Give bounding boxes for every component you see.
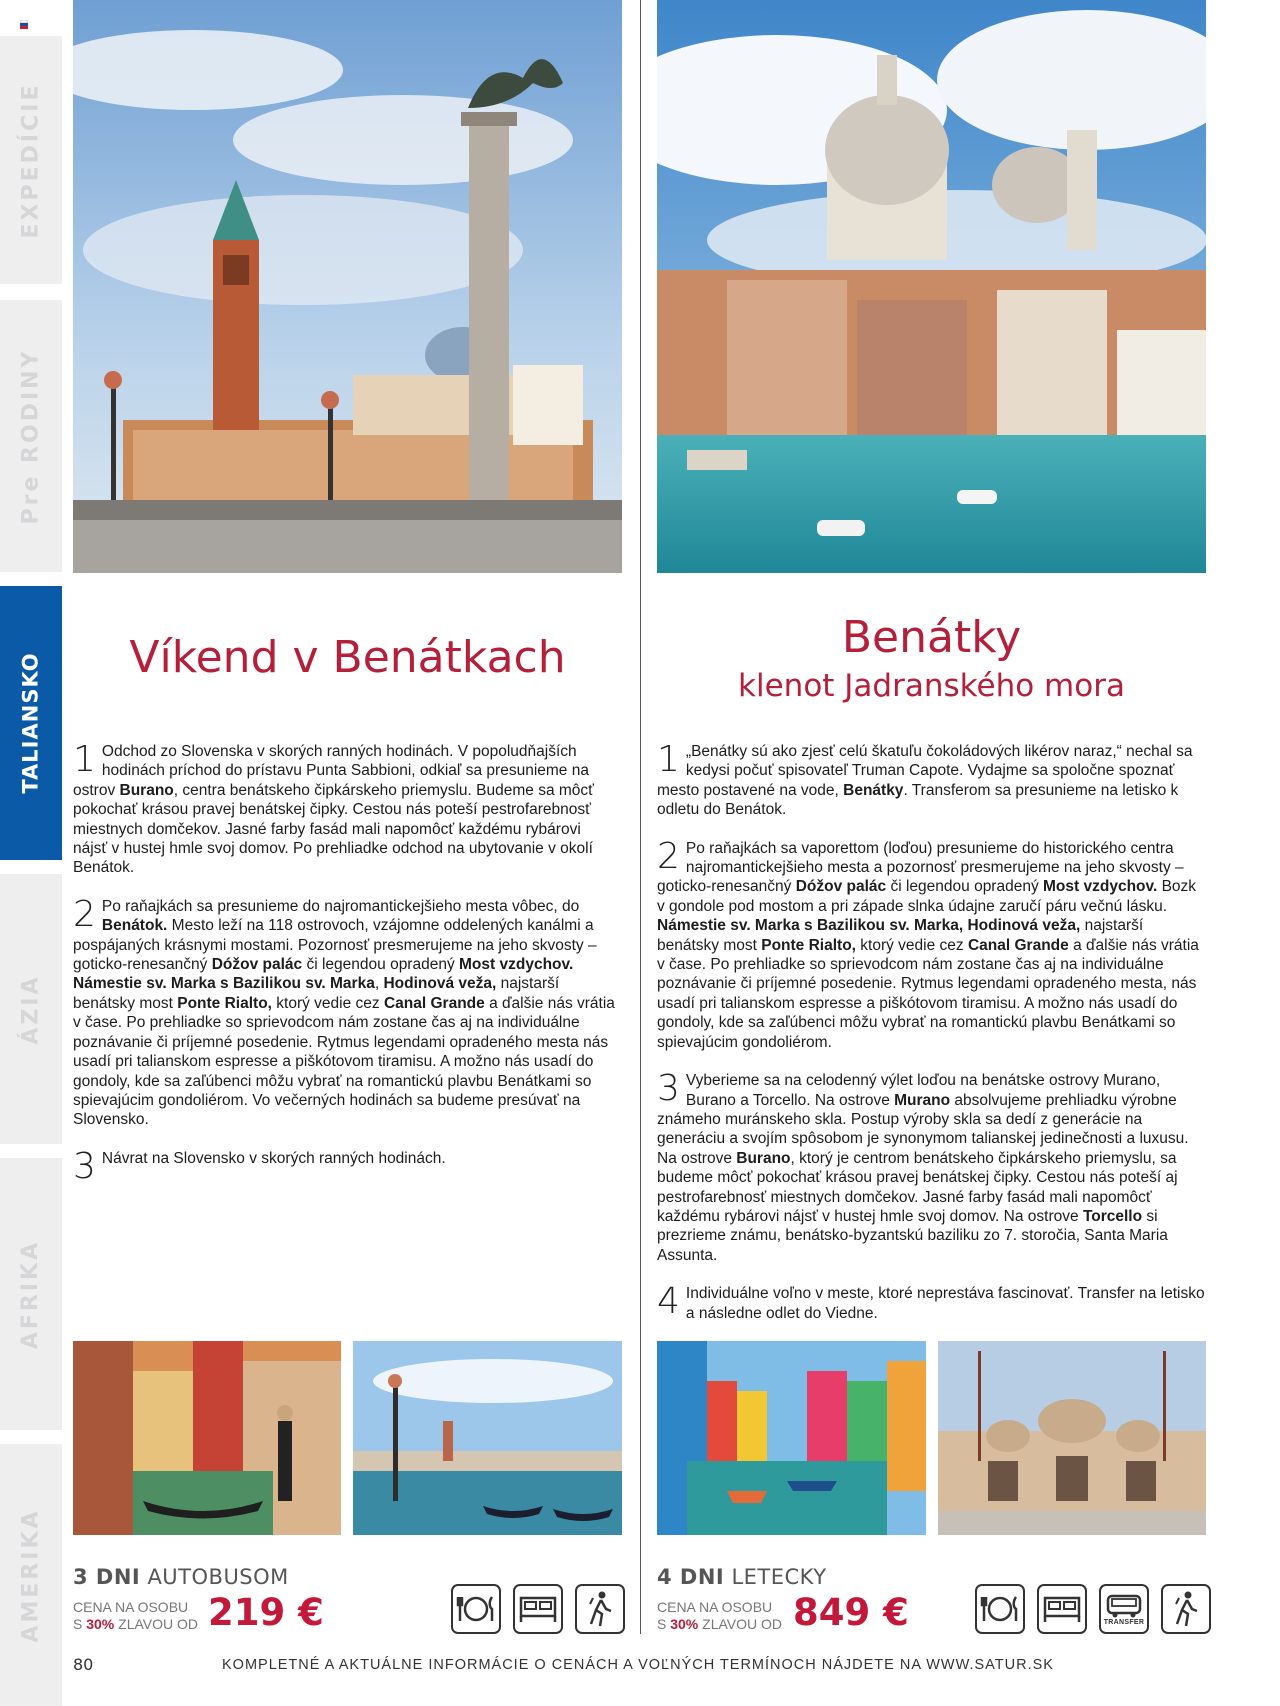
itinerary-day-right-3 [657,1068,1206,1265]
itinerary-day-left-1 [73,739,619,878]
day-text: Po raňajkách sa presunieme do najromantickejšieho mesta vôbec, do Benátok. Mesto leží na 118 ostrovoch, vzájomne oddelených kanálmi a pospájaných krásnymi mostami. Pozornosť presmerujeme na jeho skvosty – goticko-renesančný Dóžov palác či legendou opradený Most vzdychov. Námestie sv. Marka s Bazilikou sv. Marka, Hodinová veža, najstarší benátsky most Ponte Rialto, ktorý vedie cez Canal Grande a ďalšie nás vrátia v čase. Po prehliadke so sprievodcom nám zostane čas aj na individuálne poznávanie či príjemné posedenie. Rytmus legendami opradeného mesta nás usadí pri talianskom espresse a piškótovom tiramisu. A možno nás usadí do gondoly, kde sa zaľúbenci môžu vybrať na romantickú plavbu Benátkami so spievajúcim gondoliérom. Vo večerných hodinách sa budeme presúvať na Slovensko. [73,897,615,1129]
bed-icon [1037,1584,1087,1634]
tab-azia[interactable]: ÁZIA [0,874,62,1144]
page-title-left: Víkend v Benátkach [129,632,566,683]
price-left: 219 € [208,1591,324,1634]
day-text: Návrat na Slovensko v skorých ranných hodinách. [101,1149,446,1167]
itinerary-day-left-2 [73,893,619,1130]
price-caption-left: CENA NA OSOBU S 30% ZLAVOU OD [73,1599,199,1632]
transfer-label: TRANSFER [1103,1618,1145,1626]
tab-afrika[interactable]: AFRIKA [0,1158,62,1430]
photo-burano-houses [657,1341,926,1535]
day-number: 2 [657,835,680,877]
tab-pre-rodiny[interactable]: Pre RODINY [0,300,62,572]
day-text: Po raňajkách sa vaporettom (loďou) presunieme do historického centra najromantickejšieho mesta a pozornosť presmerujeme na jeho skvosty – goticko-renesančný Dóžov palác či legendou opradený Most vzdychov. Bozk v gondole pod mostom a pri západe slnka údajne zaručí páru večnú lásku. Námestie sv. Marka s Bazilikou sv. Marka, Hodinová veža, najstarší benátsky most Ponte Rialto, ktorý vedie cez Canal Grande a ďalšie nás vrátia v čase. Po prehliadke so sprievodcom nám zostane čas aj na individuálne poznávanie či príjemné posedenie. Rytmus legendami opradeného mesta, nás usadí pri talianskom espresse a piškótovom tiramisu. A možno nás usadí do gondoly, kde sa zaľúbenci môžu vybrať na romantickú plavbu Benátkami so spievajúcim gondoliérom. [657,839,1199,1051]
day-number: 2 [73,893,96,935]
category-sidebar [0,0,62,1706]
price-caption-right: CENA NA OSOBU S 30% ZLAVOU OD [657,1599,783,1632]
itinerary-left [73,739,619,1187]
day-number: 3 [657,1068,680,1110]
price-right: 849 € [793,1591,909,1634]
service-icons-left [451,1584,625,1634]
photo-san-giorgio-lion-column [73,0,622,573]
itinerary-right [657,739,1206,1342]
tab-expedicie[interactable]: EXPEDÍCIE [0,36,62,284]
price-box-left [73,1565,393,1635]
page-subtitle-right: klenot Jadranského mora [738,668,1125,704]
photo-santa-maria-della-salute [657,0,1206,573]
photo-gondola-canal [73,1341,341,1535]
tour-duration-left: 3 DNI AUTOBUSOM [73,1565,289,1589]
walking-tour-icon [575,1584,625,1634]
day-number: 3 [73,1145,96,1187]
day-number: 4 [657,1281,680,1323]
tab-taliansko[interactable]: TALIANSKO [0,586,62,860]
transfer-icon [1099,1584,1149,1634]
photo-st-marks-basilica [938,1341,1206,1535]
itinerary-day-right-1 [657,739,1206,820]
tour-duration-right: 4 DNI LETECKY [657,1565,827,1589]
day-number: 1 [73,739,96,780]
photo-lagoon-gondolas [353,1341,622,1535]
day-text: Vyberieme sa na celodenný výlet loďou na benátske ostrovy Murano, Burano a Torcello. Na ostrove Murano absolvujeme prehliadku výrobne známeho muránskeho skla. Postup výroby skla sa dedí z generácie na generáciu a svojím spôsobom je synonymom talianskej jedinečnosti a luxusu. Na ostrove Burano, ktorý je centrom benátskeho čipkárskeho priemyslu, sa budeme môcť pokochať krásou pravej benátskej čipky. Cestou nás poteší aj pestrofarebnosť miestnych domčekov. Jasné farby fasád mali napomôcť každému rybárovi nájsť v hustej hmle svoj domov. Na ostrove Torcello si prezrieme známu, benátsko-byzantskú baziliku zo 7. storočia, Santa Maria Assunta. [657,1072,1189,1264]
day-text: Odchod zo Slovenska v skorých ranných hodinách. V popoludňajších hodinách príchod do prístavu Punta Sabbioni, odkiaľ sa presunieme na ostrov Burano, centra benátskeho čipkárskeho priemyslu. Budeme sa môcť pokochať krásou pravej benátskej čipky. Cestou nás poteší pestrofarebnosť miestnych domčekov. Jasné farby fasád mali napomôcť každému rybárovi nájsť v hustej hmle svoj domov. Po prehliadke odchod na ubytovanie v okolí Benátok. [73,743,594,877]
day-text: Individuálne voľno v meste, ktoré neprestáva fascinovať. Transfer na letisko a následne odlet do Viedne. [685,1285,1205,1322]
price-box-right [657,1565,977,1635]
day-text: „Benátky sú ako zjesť celú škatuľu čokoládových likérov naraz,“ nechal sa kedysi počuť spisovateľ Truman Capote. Vydajme sa spoločne spoznať mesto postavené na vode, Benátky. Transferom sa presunieme na letisko k odletu do Benátok. [657,743,1193,819]
bed-icon [513,1584,563,1634]
itinerary-day-left-3 [73,1145,619,1187]
tab-amerika[interactable]: AMERIKA [0,1444,62,1706]
slovak-flag-icon [20,20,28,29]
meals-icon [451,1584,501,1634]
walking-tour-icon [1161,1584,1211,1634]
meals-icon [975,1584,1025,1634]
itinerary-day-right-2 [657,835,1206,1052]
column-divider [640,0,641,1634]
service-icons-right [975,1584,1211,1634]
itinerary-day-right-4 [657,1281,1206,1323]
page-title-right: Benátky [841,612,1022,663]
footer-note: KOMPLETNÉ A AKTUÁLNE INFORMÁCIE O CENÁCH A VOĽNÝCH TERMÍNOCH NÁJDETE NA WWW.SATUR.SK [222,1657,1054,1673]
day-number: 1 [657,739,680,780]
page-number: 80 [73,1655,94,1674]
